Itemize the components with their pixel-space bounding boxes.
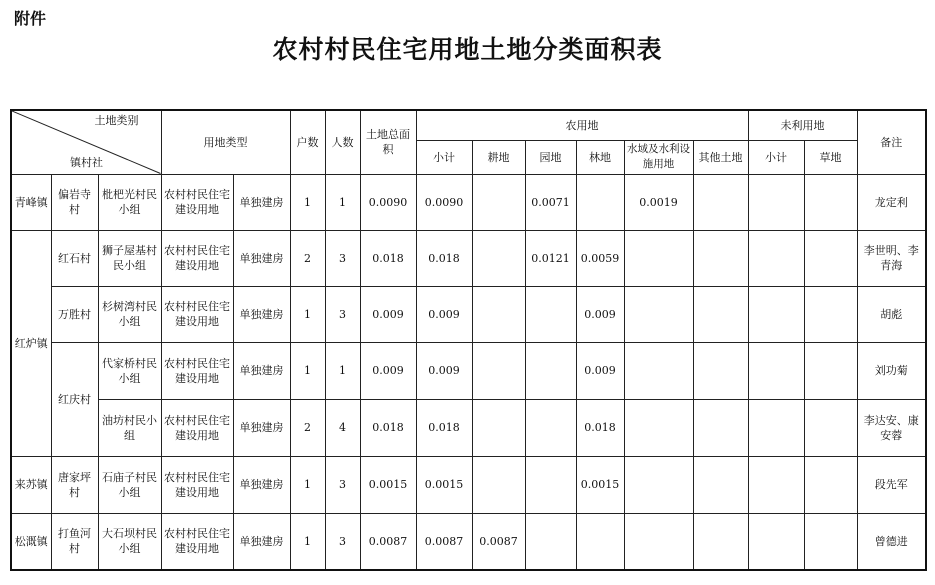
households-cell: 2 xyxy=(290,230,325,286)
garden-cell: 0.0121 xyxy=(525,230,576,286)
households-cell: 1 xyxy=(290,513,325,570)
diagonal-header-cell xyxy=(11,110,161,174)
remark-cell: 胡彪 xyxy=(857,286,926,342)
remark-cell: 龙定利 xyxy=(857,174,926,230)
arable-cell xyxy=(472,456,525,513)
grass-cell xyxy=(804,399,857,456)
header-other-land: 其他土地 xyxy=(693,140,748,174)
unused-subtotal-cell xyxy=(748,286,804,342)
unused-subtotal-cell xyxy=(748,230,804,286)
arable-cell xyxy=(472,342,525,399)
land-use-type-cell: 农村村民住宅建设用地 xyxy=(161,286,233,342)
remark-cell: 李世明、李青海 xyxy=(857,230,926,286)
other-land-cell xyxy=(693,286,748,342)
grass-cell xyxy=(804,456,857,513)
water-cell xyxy=(624,342,693,399)
persons-cell: 3 xyxy=(325,513,360,570)
header-households: 户数 xyxy=(290,110,325,174)
other-land-cell xyxy=(693,342,748,399)
town-cell: 松溉镇 xyxy=(11,513,51,570)
land-area-table xyxy=(10,109,927,571)
group-cell: 枇杷光村民小组 xyxy=(98,174,161,230)
total-area-cell: 0.009 xyxy=(360,342,416,399)
unused-subtotal-cell xyxy=(748,342,804,399)
building-type-cell: 单独建房 xyxy=(233,456,290,513)
table-row xyxy=(11,230,926,286)
table-row xyxy=(11,342,926,399)
town-cell: 红炉镇 xyxy=(11,230,51,456)
persons-cell: 1 xyxy=(325,174,360,230)
water-cell xyxy=(624,513,693,570)
garden-cell xyxy=(525,342,576,399)
table-row xyxy=(11,399,926,456)
group-cell: 油坊村民小组 xyxy=(98,399,161,456)
attachment-label: 附件 xyxy=(14,9,47,28)
unused-subtotal-cell xyxy=(748,456,804,513)
village-cell: 万胜村 xyxy=(51,286,98,342)
households-cell: 1 xyxy=(290,174,325,230)
remark-cell: 曾德进 xyxy=(857,513,926,570)
header-land-use-type: 用地类型 xyxy=(161,110,290,174)
group-cell: 大石坝村民小组 xyxy=(98,513,161,570)
header-total-area: 土地总面积 xyxy=(360,110,416,174)
water-cell: 0.0019 xyxy=(624,174,693,230)
header-grass: 草地 xyxy=(804,140,857,174)
agri-subtotal-cell: 0.018 xyxy=(416,399,472,456)
forest-cell xyxy=(576,513,624,570)
water-cell xyxy=(624,286,693,342)
garden-cell xyxy=(525,399,576,456)
land-use-type-cell: 农村村民住宅建设用地 xyxy=(161,456,233,513)
town-cell: 来苏镇 xyxy=(11,456,51,513)
garden-cell xyxy=(525,513,576,570)
building-type-cell: 单独建房 xyxy=(233,230,290,286)
arable-cell xyxy=(472,286,525,342)
header-water: 水域及水利设施用地 xyxy=(624,140,693,174)
garden-cell xyxy=(525,286,576,342)
households-cell: 1 xyxy=(290,342,325,399)
header-town-village-group: 镇村社 xyxy=(70,155,103,169)
persons-cell: 4 xyxy=(325,399,360,456)
building-type-cell: 单独建房 xyxy=(233,513,290,570)
grass-cell xyxy=(804,286,857,342)
forest-cell: 0.009 xyxy=(576,342,624,399)
persons-cell: 3 xyxy=(325,456,360,513)
land-use-type-cell: 农村村民住宅建设用地 xyxy=(161,174,233,230)
total-area-cell: 0.0090 xyxy=(360,174,416,230)
persons-cell: 1 xyxy=(325,342,360,399)
building-type-cell: 单独建房 xyxy=(233,286,290,342)
grass-cell xyxy=(804,513,857,570)
header-agricultural-land: 农用地 xyxy=(416,110,748,140)
land-use-type-cell: 农村村民住宅建设用地 xyxy=(161,230,233,286)
persons-cell: 3 xyxy=(325,230,360,286)
remark-cell: 李达安、康安蓉 xyxy=(857,399,926,456)
garden-cell xyxy=(525,456,576,513)
header-persons: 人数 xyxy=(325,110,360,174)
grass-cell xyxy=(804,174,857,230)
header-land-category: 土地类别 xyxy=(94,114,139,127)
forest-cell xyxy=(576,174,624,230)
table-row xyxy=(11,513,926,570)
arable-cell xyxy=(472,399,525,456)
village-cell: 红石村 xyxy=(51,230,98,286)
total-area-cell: 0.0087 xyxy=(360,513,416,570)
town-cell: 青峰镇 xyxy=(11,174,51,230)
arable-cell xyxy=(472,230,525,286)
households-cell: 2 xyxy=(290,399,325,456)
land-use-type-cell: 农村村民住宅建设用地 xyxy=(161,342,233,399)
building-type-cell: 单独建房 xyxy=(233,342,290,399)
other-land-cell xyxy=(693,456,748,513)
total-area-cell: 0.0015 xyxy=(360,456,416,513)
remark-cell: 段先军 xyxy=(857,456,926,513)
water-cell xyxy=(624,399,693,456)
group-cell: 杉树湾村民小组 xyxy=(98,286,161,342)
total-area-cell: 0.018 xyxy=(360,399,416,456)
agri-subtotal-cell: 0.009 xyxy=(416,286,472,342)
grass-cell xyxy=(804,342,857,399)
building-type-cell: 单独建房 xyxy=(233,174,290,230)
header-arable: 耕地 xyxy=(472,140,525,174)
agri-subtotal-cell: 0.0087 xyxy=(416,513,472,570)
grass-cell xyxy=(804,230,857,286)
group-cell: 狮子屋基村民小组 xyxy=(98,230,161,286)
header-forest: 林地 xyxy=(576,140,624,174)
building-type-cell: 单独建房 xyxy=(233,399,290,456)
group-cell: 石庙子村民小组 xyxy=(98,456,161,513)
agri-subtotal-cell: 0.0015 xyxy=(416,456,472,513)
land-use-type-cell: 农村村民住宅建设用地 xyxy=(161,513,233,570)
table-row xyxy=(11,456,926,513)
header-unused-subtotal: 小计 xyxy=(748,140,804,174)
village-cell: 打鱼河村 xyxy=(51,513,98,570)
header-agri-subtotal: 小计 xyxy=(416,140,472,174)
arable-cell: 0.0087 xyxy=(472,513,525,570)
persons-cell: 3 xyxy=(325,286,360,342)
village-cell: 红庆村 xyxy=(51,342,98,456)
forest-cell: 0.0059 xyxy=(576,230,624,286)
header-unused-land: 未利用地 xyxy=(748,110,857,140)
village-cell: 唐家坪村 xyxy=(51,456,98,513)
forest-cell: 0.009 xyxy=(576,286,624,342)
unused-subtotal-cell xyxy=(748,513,804,570)
other-land-cell xyxy=(693,513,748,570)
other-land-cell xyxy=(693,230,748,286)
group-cell: 代家桥村民小组 xyxy=(98,342,161,399)
land-use-type-cell: 农村村民住宅建设用地 xyxy=(161,399,233,456)
other-land-cell xyxy=(693,174,748,230)
households-cell: 1 xyxy=(290,456,325,513)
total-area-cell: 0.009 xyxy=(360,286,416,342)
water-cell xyxy=(624,456,693,513)
agri-subtotal-cell: 0.0090 xyxy=(416,174,472,230)
table-row xyxy=(11,286,926,342)
remark-cell: 刘功菊 xyxy=(857,342,926,399)
arable-cell xyxy=(472,174,525,230)
unused-subtotal-cell xyxy=(748,399,804,456)
households-cell: 1 xyxy=(290,286,325,342)
water-cell xyxy=(624,230,693,286)
table-row xyxy=(11,174,926,230)
header-garden: 园地 xyxy=(525,140,576,174)
forest-cell: 0.0015 xyxy=(576,456,624,513)
unused-subtotal-cell xyxy=(748,174,804,230)
village-cell: 偏岩寺村 xyxy=(51,174,98,230)
forest-cell: 0.018 xyxy=(576,399,624,456)
document-title: 农村村民住宅用地土地分类面积表 xyxy=(272,35,663,64)
header-remark: 备注 xyxy=(857,110,926,174)
garden-cell: 0.0071 xyxy=(525,174,576,230)
agri-subtotal-cell: 0.018 xyxy=(416,230,472,286)
total-area-cell: 0.018 xyxy=(360,230,416,286)
agri-subtotal-cell: 0.009 xyxy=(416,342,472,399)
other-land-cell xyxy=(693,399,748,456)
